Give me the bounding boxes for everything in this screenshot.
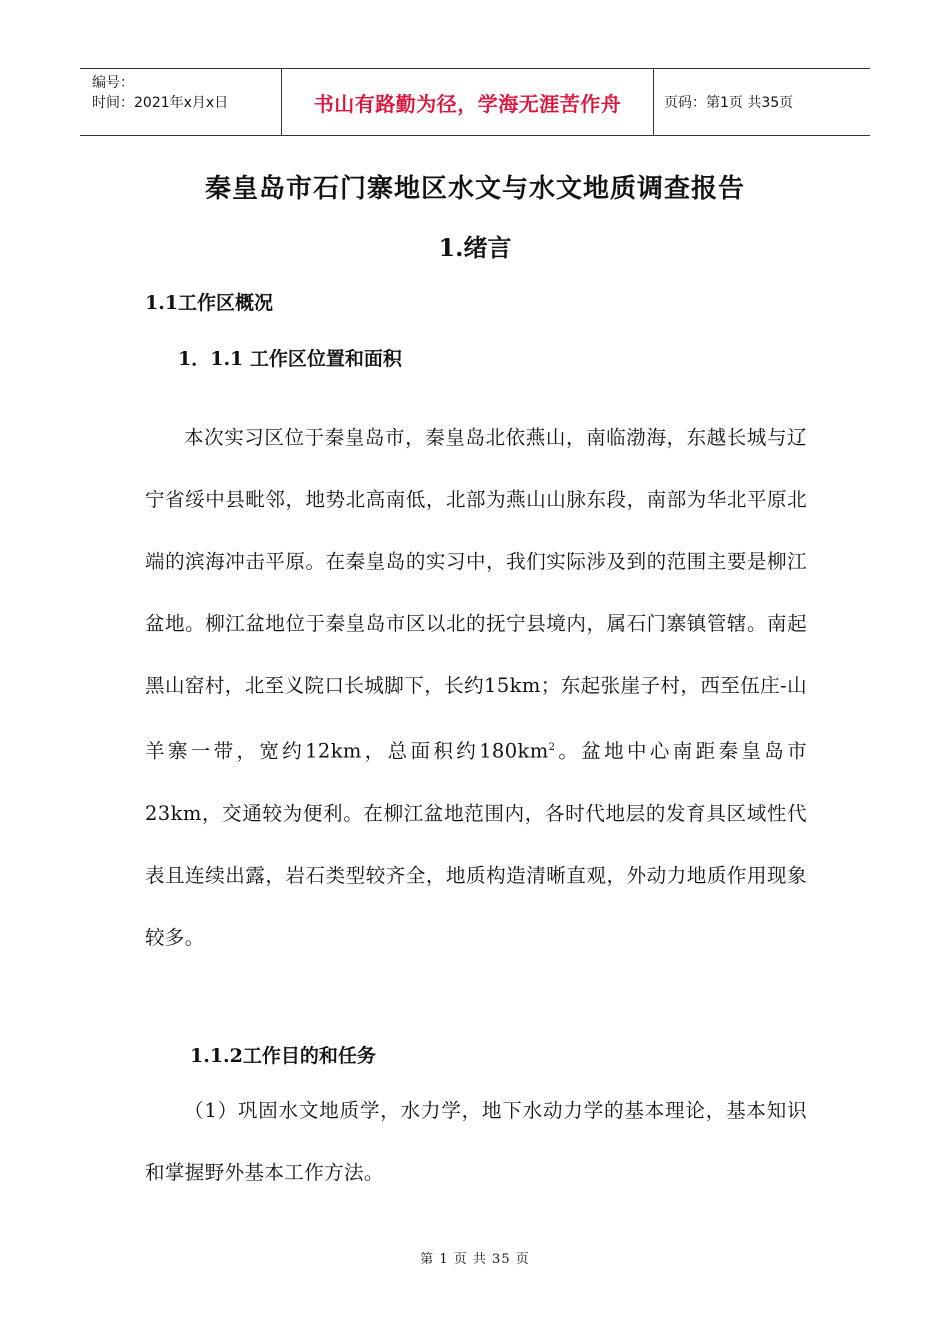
paragraph-location-text-1: 本次实习区位于秦皇岛市，秦皇岛北依燕山，南临渤海，东越长城与辽宁省绥中县毗邻，地势北高南低，北部为燕山山脉东段，南部为华北平原北端的滨海冲击平原。在秦皇岛的实习中，我们实际涉及到的范围主要是柳江盆地。柳江盆地位于秦皇岛市区以北的抚宁县境内，属石门寨镇管辖。南起黑山窑村，北至义院口长城脚下，长约15km；东起张崖子村，西至伍庄-山羊寨一带，宽约12km，总面积约180km — [145, 426, 807, 763]
paragraph-location — [145, 407, 807, 969]
header-motto-cell — [281, 69, 654, 135]
header-motto: 书山有路勤为径，学海无涯苦作舟 — [313, 91, 622, 116]
paragraph-objectives: （1）巩固水文地质学，水力学，地下水动力学的基本理论，基本知识和掌握野外基本工作方法。 — [145, 1099, 807, 1184]
chapter-heading: 1.绪言 — [438, 233, 512, 262]
page-footer: 第 1 页 共 35 页 — [420, 1252, 530, 1267]
section-heading-1-1: 1.1工作区概况 — [145, 292, 274, 314]
document-number-label: 编号： — [92, 75, 134, 91]
header-page-info: 页码：第1页 共35页 — [664, 95, 794, 111]
paragraph-location-text-2: 。盆地中心南距秦皇岛市23km，交通较为便利。在柳江盆地范围内，各时代地层的发育具区域性代表且连续出露，岩石类型较齐全，地质构造清晰直观，外动力地质作用现象较多。 — [145, 739, 808, 949]
document-date: 时间：2021年x月x日 — [92, 95, 229, 111]
header-meta — [80, 69, 281, 135]
document-title: 秦皇岛市石门寨地区水文与水文地质调查报告 — [204, 174, 745, 204]
section-heading-1-1-2: 1.1.2工作目的和任务 — [190, 1045, 376, 1067]
header-page-info-cell — [654, 69, 870, 135]
document-header — [80, 68, 870, 136]
section-heading-1-1-1: 1．1.1 工作区位置和面积 — [178, 348, 402, 370]
area-unit-superscript: 2 — [548, 742, 556, 753]
